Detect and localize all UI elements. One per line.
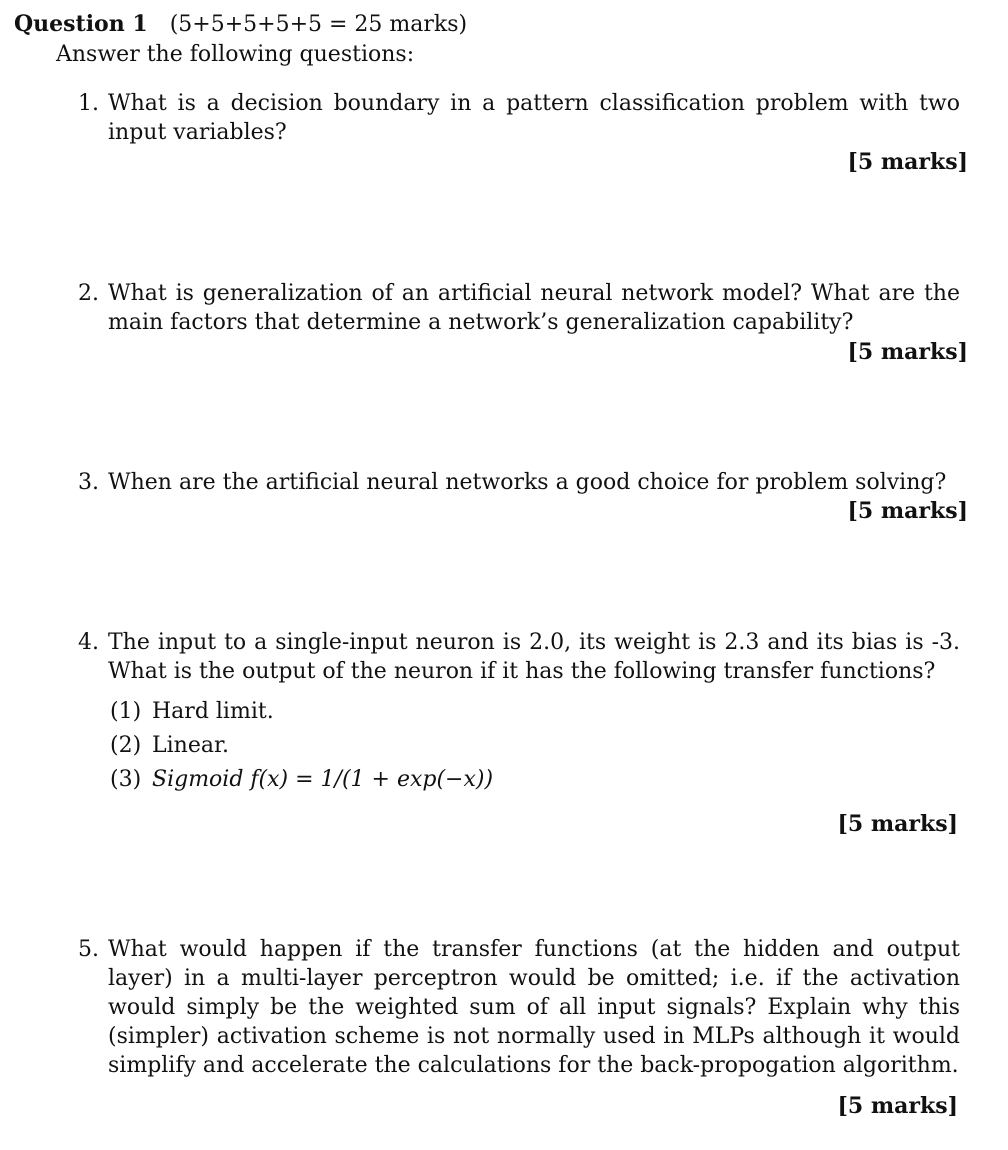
item-3-marks: [5 marks] [847, 498, 968, 524]
subitem-text: Hard limit. [152, 699, 274, 724]
subitem-label: (3) [110, 767, 142, 792]
question-item-3 [78, 468, 960, 497]
item-number: 2. [78, 281, 99, 306]
question-item-2 [78, 279, 960, 337]
question-marks-summary: (5+5+5+5+5 = 25 marks) [169, 12, 468, 37]
item-text: What is generalization of an artificial neural network model? What are the main factors that determine a network’s generalization capability? [108, 281, 960, 335]
subitem-3 [110, 765, 493, 794]
subitem-2 [110, 731, 229, 760]
item-1-marks: [5 marks] [847, 149, 968, 175]
item-text: What is a decision boundary in a pattern classification problem with two input variables? [108, 91, 960, 145]
item-4-marks: [5 marks] [837, 811, 958, 837]
item-text: When are the artificial neural networks a good choice for problem solving? [108, 470, 947, 495]
item-5-marks: [5 marks] [837, 1093, 958, 1119]
subitem-label: (2) [110, 733, 142, 758]
item-number: 5. [78, 937, 99, 962]
question-item-4 [78, 628, 960, 686]
item-2-marks: [5 marks] [847, 339, 968, 365]
question-label: Question 1 [14, 11, 148, 37]
subitem-text: Sigmoid f(x) = 1/(1 + exp(−x)) [152, 767, 494, 792]
item-number: 1. [78, 91, 99, 116]
item-number: 3. [78, 470, 99, 495]
item-text: The input to a single-input neuron is 2.0, its weight is 2.3 and its bias is -3. What is the output of the neuron if it has the following transfer functions? [108, 630, 960, 684]
item-text: What would happen if the transfer functions (at the hidden and output layer) in a multi-layer perceptron would be omitted; i.e. if the activation would simply be the weighted sum of all input signals? Explain why this (simpler) activation scheme is not normally used in MLPs although it would simplify and accelerate the calculations for the back-propogation algorithm. [108, 937, 960, 1078]
question-heading [14, 10, 467, 39]
question-item-5 [78, 935, 960, 1080]
subitem-label: (1) [110, 699, 142, 724]
subitem-text: Linear. [152, 733, 230, 758]
item-number: 4. [78, 630, 99, 655]
question-item-1 [78, 89, 960, 147]
subitem-1 [110, 697, 274, 726]
question-intro: Answer the following questions: [56, 42, 415, 67]
